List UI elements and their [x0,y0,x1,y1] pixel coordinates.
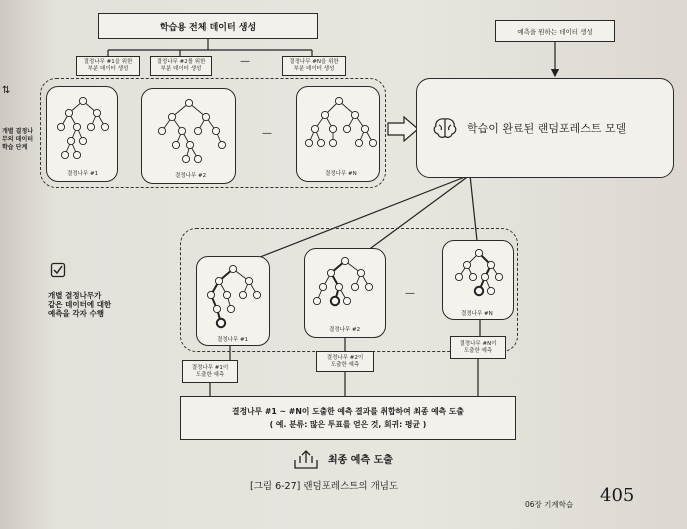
aggregate-box [180,396,516,440]
brain-icon [431,116,459,140]
individual-predict-line3: 예측을 각자 수행 [48,309,104,318]
model-label: 학습이 완료된 랜덤포레스트 모델 [467,122,627,135]
predict-tree-card-2 [304,248,386,338]
tree-icon [297,93,381,168]
predict-tree-label-n: 결정나무 #N [461,311,493,317]
predict-tree-card-n [442,240,514,320]
subset-ellipsis: — [240,56,250,67]
predict-tree-label-2: 결정나무 #2 [329,327,361,333]
train-tree-card-n [296,86,380,182]
subset-box-1-line2: 부분 데이터 생성 [87,66,129,72]
tree-icon [305,253,387,325]
result-box-2 [316,351,374,372]
tree-icon [142,95,237,170]
individual-predict-line2: 같은 데이터에 대한 [48,300,112,309]
aggregate-line2: ( 예. 분류: 많은 투표를 얻은 것, 회귀: 평균 ) [269,420,427,429]
subset-box-2-line1: 결정나무 #2를 위한 [156,59,206,65]
result-box-2-line2: 도출한 예측 [330,361,360,368]
predict-data-title-box [495,20,615,42]
right-arrow-icon [386,116,420,142]
train-tree-card-1 [46,86,118,182]
random-forest-model-box [416,78,674,178]
individual-predict-line1: 개별 결정나무가 [48,291,102,300]
subset-box-n [282,56,346,76]
result-box-2-line1: 결정나무 #2이 [326,354,364,361]
page-number: 405 [600,485,635,506]
subset-box-1-line1: 결정나무 #1을 위한 [83,59,133,65]
upload-icon [292,448,320,470]
predict-data-title: 예측을 원하는 데이터 생성 [517,27,593,36]
predict-tree-card-1 [196,256,270,346]
aggregate-line1: 결정나무 #1 ~ #N이 도출한 예측 결과를 취합하여 최종 예측 도출 [232,407,464,416]
train-data-title: 학습용 전체 데이터 생성 [159,22,257,33]
figure-caption: [그림 6-27] 랜덤포레스트의 개념도 [250,481,399,492]
train-tree-ellipsis: — [262,128,272,139]
checklist-icon [50,262,66,278]
chapter-label: 06장 기계학습 [525,500,574,509]
individual-predict-label [48,291,111,318]
result-box-n-line1: 결정나무 #N이 [459,340,497,347]
result-box-n-line2: 도출한 예측 [463,347,493,354]
result-box-1-line1: 결정나무 #1이 [191,364,229,371]
subset-box-n-line2: 부분 데이터 생성 [293,66,335,72]
predict-tree-ellipsis: — [405,288,415,299]
final-prediction-label: 최종 예측 도출 [328,455,393,466]
train-tree-label-2: 결정나무 #2 [175,173,207,179]
subset-box-2-line2: 부분 데이터 생성 [160,66,202,72]
result-box-1-line2: 도출한 예측 [195,371,225,378]
tree-icon [443,245,515,307]
result-box-n [450,336,506,359]
stage-arrows-icon: ⇅ [2,85,11,96]
train-tree-label-1: 결정나무 #1 [67,171,99,177]
result-box-1 [182,360,238,383]
train-data-title-box [98,13,318,39]
learning-stage-label: 개별 결정나무의 데이터 학습 단계 [2,128,34,151]
subset-box-1 [76,56,140,76]
predict-tree-label-1: 결정나무 #1 [217,337,249,343]
tree-icon [47,93,119,168]
tree-icon [197,261,271,333]
subset-box-2 [150,56,212,76]
train-tree-card-2 [141,88,236,184]
subset-box-n-line1: 결정나무 #N을 위한 [289,59,339,65]
train-tree-label-n: 결정나무 #N [325,171,357,177]
